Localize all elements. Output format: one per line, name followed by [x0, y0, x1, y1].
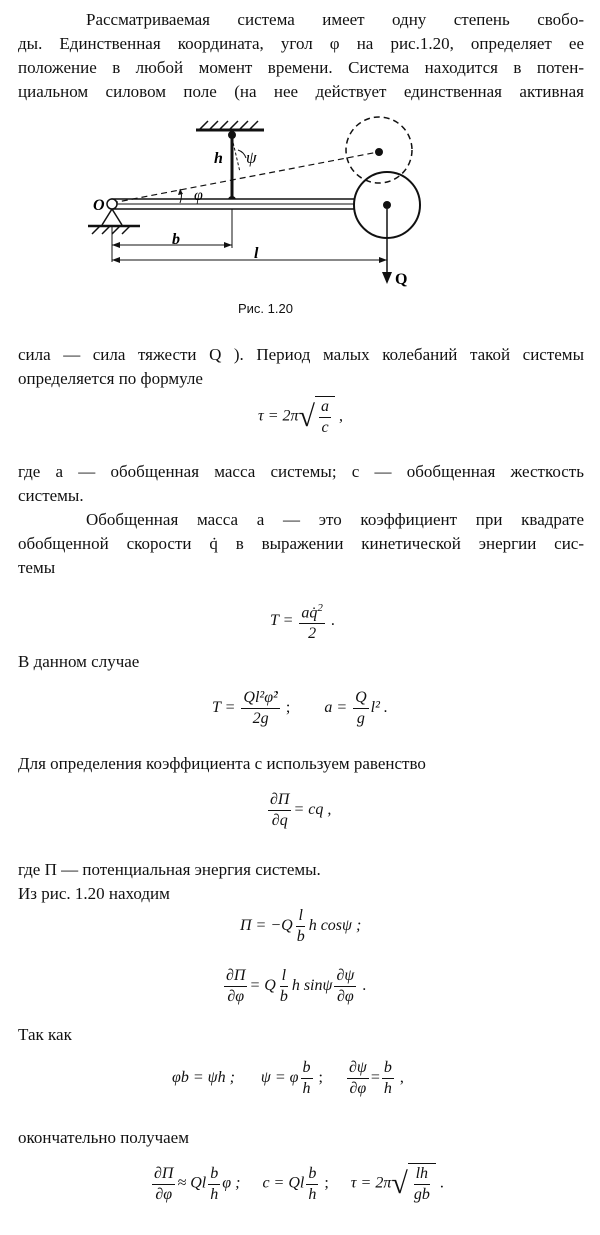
para2-line2: определяется по формуле: [18, 369, 203, 388]
label-psi: ψ: [246, 148, 257, 167]
para8: Так как: [18, 1025, 72, 1044]
para6: Для определения коэффициента c используем равенство: [18, 754, 426, 773]
equation-Pi: Π = −Q $\frac{l}{b}$ h cosψ ;: [240, 907, 362, 945]
equation-T: T = $\frac{aq̇^2}{2}$ .: [270, 598, 335, 644]
equation-dPi-dphi: $\frac{\partial\Pi}{\partial\varphi}$ = Q $\frac{l}{b}$ h sinψ $\frac{\partial\psi}{\partial\varphi}$ .: [226, 967, 367, 1005]
para1-line3: положение в любой момент времени. Система находится в потен-: [18, 58, 584, 77]
para4-line1: Обобщенная масса a — это коэффициент при квадрате: [86, 510, 584, 529]
equation-tau: τ = 2π √ $\frac{a}{c}$ ,: [258, 398, 344, 436]
para3-line2: системы.: [18, 486, 84, 505]
label-phi: φ: [194, 187, 203, 204]
equation-relations: φb = ψh ; ψ = φ $\frac{b}{h}$ ; $\frac{\partial\psi}{\partial\varphi}$ = $\frac{b}{h}$ ,: [172, 1059, 404, 1097]
para9: окончательно получаем: [18, 1128, 189, 1147]
para1-line1: Рассматриваемая система имеет одну степень свобо-: [86, 10, 584, 29]
label-Q: Q: [395, 271, 408, 288]
para1-line2: ды. Единственная координата, угол φ на рис.1.20, определяет ее: [18, 34, 584, 53]
equation-dPdq: $\frac{\partial\Pi}{\partial q}$ = cq ,: [270, 791, 332, 829]
para4-line2: обобщенной скорости q̇ в выражении кинетической энергии сис-: [18, 534, 584, 553]
label-l: l: [254, 245, 259, 262]
ceiling-support: [196, 121, 264, 130]
para7-line2: Из рис. 1.20 находим: [18, 884, 170, 903]
para2-line1: сила — сила тяжести Q ). Период малых колебаний такой системы: [18, 345, 584, 364]
equation-final: $\frac{\partial\Pi}{\partial\varphi}$ ≈ Ql $\frac{b}{h}$ φ ; c = Ql $\frac{b}{h}$ ; τ = 2π √ $\frac{lh}{gb}$ .: [154, 1164, 444, 1203]
figure-caption: Рис. 1.20: [238, 301, 293, 316]
equation-T-a: T = $\frac{\text{Ql²φ̇²}}{2g}$ ; a = $\frac{Q}{g}$ l² .: [212, 689, 388, 727]
label-O: O: [93, 197, 105, 214]
label-h: h: [214, 150, 223, 167]
figure-1-20: [70, 108, 450, 303]
para4-line3: темы: [18, 558, 56, 577]
para3-line1: где a — обобщенная масса системы; c — обобщенная жесткость: [18, 462, 584, 481]
label-b: b: [172, 231, 180, 248]
para5: В данном случае: [18, 652, 140, 671]
para1-line4: циальном силовом поле (на нее действует единственная активная: [18, 82, 584, 101]
para7-line1: где Π — потенциальная энергия системы.: [18, 860, 321, 879]
